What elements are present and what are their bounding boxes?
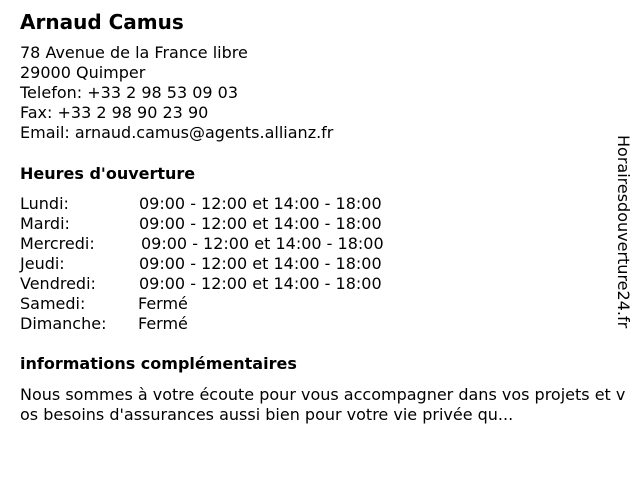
time-value: 09:00 - 12:00 et 14:00 - 18:00: [141, 234, 384, 253]
additional-info-heading: informations complémentaires: [20, 354, 297, 373]
day-label: Vendredi:: [20, 274, 96, 293]
site-watermark: Horairesdouverture24.fr: [614, 135, 633, 329]
time-value: Fermé: [138, 314, 188, 333]
agent-name: Arnaud Camus: [20, 10, 184, 34]
address-city: 29000 Quimper: [20, 63, 146, 82]
day-label: Lundi:: [20, 194, 69, 213]
time-value: 09:00 - 12:00 et 14:00 - 18:00: [139, 214, 382, 233]
time-value: 09:00 - 12:00 et 14:00 - 18:00: [139, 274, 382, 293]
additional-info-text: Nous sommes à votre écoute pour vous accompagner dans vos projets et vos besoins d'assurances aussi bien pour votre vie privée qu...: [20, 385, 626, 424]
fax-number: Fax: +33 2 98 90 23 90: [20, 103, 209, 122]
time-value: Fermé: [138, 294, 188, 313]
day-label: Mardi:: [20, 214, 70, 233]
email-address: Email: arnaud.camus@agents.allianz.fr: [20, 123, 334, 142]
phone-number: Telefon: +33 2 98 53 09 03: [20, 83, 239, 102]
contact-block: [20, 43, 333, 143]
day-label: Samedi:: [20, 294, 86, 313]
address-street: 78 Avenue de la France libre: [20, 43, 248, 62]
day-label: Mercredi:: [20, 234, 95, 253]
day-label: Dimanche:: [20, 314, 107, 333]
time-value: 09:00 - 12:00 et 14:00 - 18:00: [139, 254, 382, 273]
opening-hours-heading: Heures d'ouverture: [20, 164, 196, 183]
day-label: Jeudi:: [20, 254, 65, 273]
time-value: 09:00 - 12:00 et 14:00 - 18:00: [139, 194, 382, 213]
